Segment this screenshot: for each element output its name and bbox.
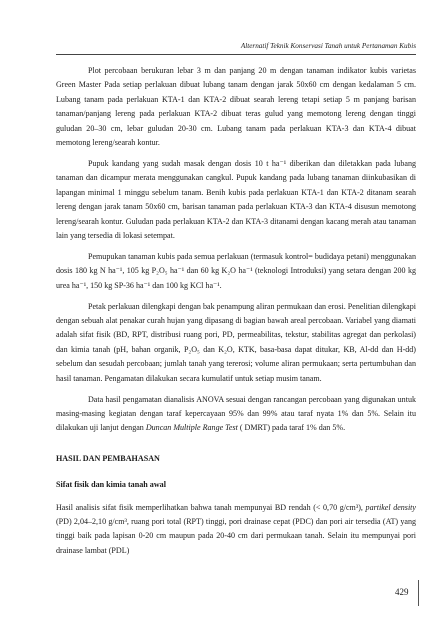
analysis-text: Data hasil pengamatan dianalisis ANOVA sesuai dengan rancangan percobaan yang digunakan untuk masing-masing kegiatan dengan taraf kepercayaan 95% dan 99% atau taraf nyata 1% dan 5%. Selain itu dilakukan uji lanjut dengan [56,394,416,433]
results-italic: partikel density [365,502,416,512]
analysis-tail: ( DMRT) pada taraf 1% dan 5%. [237,423,346,433]
results-text-b: (PD) 2,04–2,10 g/cm³, ruang pori total (RPT) tinggi, pori drainase cepat (PDC) dan pori air tersedia (AT) yang tinggi baik pada lapisan 0-20 cm maupun pada 20-40 cm dari permukaan tanah. Selain itu mempunyai pori drainase lambat (PDL) [56,516,416,555]
body-text [56,64,416,565]
running-header: Alternatif Teknik Konservasi Tanah untuk Pertanaman Kubis [240,42,416,50]
paragraph-results [56,501,416,559]
page-number-rule [418,580,419,606]
paragraph-observation: Petak perlakuan dilengkapi dengan bak penampung aliran permukaan dan erosi. Penelitian dilengkapi dengan sebuah alat penakar curah hujan yang dipasang di bagian bawah areal percobaan. Variabel yang diamati adalah sifat fisik (BD, RPT, distribusi ruang pori, PD, permeabilitas, tekstur, stabilitas agregat dan perkolasi) dan kimia tanah (pH, bahan organik, P₂O₅ dan K₂O, KTK, basa-basa dapat ditukar, KB, Al-dd dan H-dd) sebelum dan sesudah percobaan; jumlah tanah yang tererosi; volume aliran permukaan; serta pertumbuhan dan hasil tanaman. Pengamatan dilakukan secara kumulatif untuk setiap musim tanam. [56,301,416,383]
paragraph-analysis [56,393,416,436]
paragraph-fertilizer: Pemupukan tanaman kubis pada semua perlakuan (termasuk kontrol= budidaya petani) menggunakan dosis 180 kg N ha⁻¹, 105 kg P₂O₅ ha⁻¹ dan 60 kg K₂O ha⁻¹ (teknologi Introduksi) yang setara dengan 200 kg urea ha⁻¹, 150 kg SP-36 ha⁻¹ dan 100 kg KCl ha⁻¹. [56,251,416,290]
results-text-a: Hasil analisis sifat fisik memperlihatkan bahwa tanah mempunyai BD rendah (< 0,70 g/cm³), [56,502,366,512]
analysis-test-name: Duncan Multiple Range Test [145,423,238,433]
page-number: 429 [395,587,409,597]
paragraph-manure: Pupuk kandang yang sudah masak dengan dosis 10 t ha⁻¹ diberikan dan diletakkan pada lubang tanaman dan dicampur merata menggunakan cangkul. Pupuk kandang pada lubang tanaman diinkubasikan di lapangan minimal 1 minggu sebelum tanam. Benih kubis pada perlakuan KTA-1 dan KTA-2 ditanam searah lereng dengan jarak tanam 50x60 cm, barisan tanaman pada perlakuan KTA-3 dan KTA-4 disusun memotong lereng/searah kontur. Guludan pada perlakuan KTA-2 dan KTA-3 ditanami dengan kacang merah atau tanaman lain yang tersedia di lokasi setempat. [56,158,416,240]
section-heading: HASIL DAN PEMBAHASAN [56,453,160,463]
subsection-heading: Sifat fisik dan kimia tanah awal [56,480,166,490]
paragraph-plot: Plot percobaan berukuran lebar 3 m dan panjang 20 m dengan tanaman indikator kubis varietas Green Master Pada setiap perlakuan dibuat lubang tanam dengan jarak 50x60 cm dengan kedalaman 5 cm. Lubang tanam pada perlakuan KTA-1 dan KTA-2 dibuat searah lereng tetapi setiap 5 m panjang barisan tanaman/panjang lereng pada perlakuan KTA-2 dibuat teras gulud yang memotong lereng dengan tinggi guludan 20–30 cm, lebar guludan 20-30 cm. Lubang tanam pada perlakuan KTA-3 dan KTA-4 dibuat memotong lereng/searah kontur. [56,66,416,148]
header-rule [56,54,416,55]
